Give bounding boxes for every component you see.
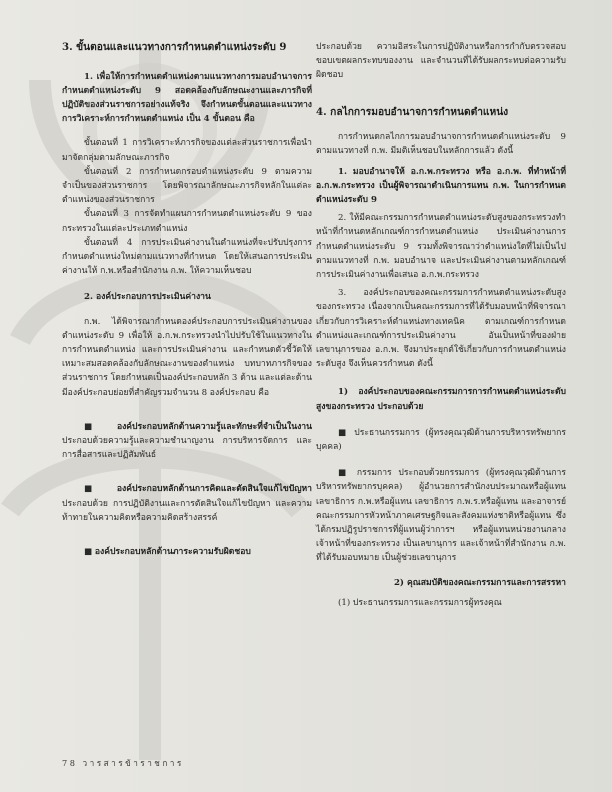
paragraph-continuation: ประกอบด้วย ความอิสระในการปฏิบัติงานหรือการกำกับตรวจสอบ ขอบเขตผลกระทบของงาน และจำนวนที่ได้รับผลกระทบต่อความรับผิดชอบ: [316, 42, 566, 81]
left-column: [62, 40, 312, 559]
sub-item-1a: [316, 426, 566, 454]
step-3: ขั้นตอนที่ 3 การจัดทำแผนการกำหนดตำแหน่งระดับ 9 ของกระทรวงในแต่ละประเภทตำแหน่ง: [62, 209, 312, 234]
sub-item-2: 2) คุณสมบัติของคณะกรรมการและการสรรหา: [393, 577, 566, 588]
step-2: ขั้นตอนที่ 2 การกำหนดกรอบตำแหน่งระดับ 9 ตามความจำเป็นของส่วนราชการ โดยพิจารณาลักษณะภารกิจหลักในแต่ละตำแหน่งของส่วนราชการ: [62, 166, 312, 206]
bullet-thinking: [62, 482, 312, 525]
square-bullet-icon: ■: [84, 484, 104, 495]
step-4: ขั้นตอนที่ 4 การประเมินค่างานในตำแหน่งที่จะปรับปรุงการกำหนดตำแหน่งใหม่ตามแนวทางที่กำหนด โดยให้เสนอการประเมินค่างานให้ ก.พ.หรือสำนักงาน ก.พ. ให้ความเห็นชอบ: [62, 237, 312, 277]
section-4-heading: 4. กลไกการมอบอำนาจการกำหนดตำแหน่ง: [316, 105, 509, 118]
sub-item-2a: (1) ประธานกรรมการและกรรมการผู้ทรงคุณ: [338, 597, 502, 608]
sub-item-1: 1) องค์ประกอบของคณะกรรมการการกำหนดตำแหน่งระดับสูงของกระทรวง ประกอบด้วย: [316, 387, 566, 412]
section-2-heading: 2. องค์ประกอบการประเมินค่างาน: [84, 292, 211, 303]
square-bullet-icon: ■: [84, 421, 104, 432]
bullet-thinking-body: ประกอบด้วย การปฏิบัติงานและการตัดสินใจแก้ไขปัญหา และความท้าทายในความคิดหรือความคิดสร้างสรรค์: [62, 498, 312, 523]
page-footer: 78 วารสารข้าราชการ: [62, 758, 184, 768]
square-bullet-icon: ■: [338, 427, 349, 438]
paragraph-steps-intro: [62, 70, 312, 127]
paragraph-evaluation: ก.พ. ได้พิจารณากำหนดองค์ประกอบการประเมินค่างานของตำแหน่งระดับ 9 เพื่อให้ อ.ก.พ.กระทรวงนำไปปรับใช้ในแนวทางในการกำหนดตำแหน่ง และการประเมินค่างาน และกำหนดตัวชี้วัดให้เหมาะสมสอดคล้องกับลักษณะงานของตำแหน่ง บทบาทภารกิจของส่วนราชการ โดยกำหนดเป็นองค์ประกอบหลัก 3 ด้าน และแต่ละด้านมีองค์ประกอบย่อยที่สำคัญรวมจำนวน 8 องค์ประกอบ คือ: [62, 316, 312, 398]
section-3-heading: 3. ขั้นตอนและแนวทางการกำหนดตำแหน่งระดับ 9: [62, 41, 287, 53]
item-2: 2. ให้มีคณะกรรมการกำหนดตำแหน่งระดับสูงของกระทรวงทำหน้าที่กำหนดหลักเกณฑ์การกำหนดตำแหน่ง ประเมินค่างานการกำหนดตำแหน่งระดับ 9 รวมทั้งพิจารณาว่าตำแหน่งใดที่ไม่เป็นไปตามแนวทางที่ ก.พ. มอบอำนาจ และประเมินค่างานตามหลักเกณฑ์การประเมินค่างานเพื่อเสนอ อ.ก.พ.กระทรวง: [316, 213, 566, 280]
square-bullet-icon: ■: [84, 546, 93, 557]
bullet-responsibility-title: องค์ประกอบหลักด้านภาระความรับผิดชอบ: [94, 546, 251, 557]
item-1: 1. มอบอำนาจให้ อ.ก.พ.กระทรวง หรือ อ.ก.พ. ที่ทำหน้าที่ อ.ก.พ.กระทรวง เป็นผู้พิจารณาดำเนินการแทน ก.พ. ในการกำหนดตำแหน่งระดับ 9: [316, 166, 566, 205]
bullet-responsibility: [62, 545, 312, 559]
sub-item-1b: [316, 466, 566, 565]
sub-item-1b-text: กรรมการ ประกอบด้วยกรรมการ (ผู้ทรงคุณวุฒิด้านการบริหารทรัพยากรบุคคล) ผู้อำนวยการสำนักงบประมาณหรือผู้แทน เลขาธิการ ก.พ.หรือผู้แทน เลขาธิการ ก.พ.ร.หรือผู้แทน และอาจารย์คณะกรรมการหัวหน้าภาคเศรษฐกิจและสังคมแห่งชาติหรือผู้แทน ซึ่งได้กรมปฏิรูปราชการที่ผู้แทนผู้ว่าการฯ หรือผู้แทนหน่วยงานกลาง เจ้าหน้าที่ของกระทรวง เป็นเลขานุการ และเจ้าหน้าที่สำนักงาน ก.พ. ที่ได้รับมอบหมาย เป็นผู้ช่วยเลขานุการ: [316, 468, 566, 564]
bullet-thinking-title: องค์ประกอบหลักด้านการคิดและตัดสินใจแก้ไขปัญหา: [116, 484, 313, 495]
bullet-knowledge-title: องค์ประกอบหลักด้านความรู้และทักษะที่จำเป็นในงาน: [116, 421, 312, 432]
bullet-knowledge-body: ประกอบด้วยความรู้และความชำนาญงาน การบริหารจัดการ และการสื่อสารและปฏิสัมพันธ์: [62, 435, 312, 461]
step-1: ขั้นตอนที่ 1 การวิเคราะห์ภารกิจของแต่ละส่วนราชการเพื่อนำมาจัดกลุ่มตามลักษณะภารกิจ: [62, 138, 312, 163]
paragraph-steps-intro-text: 1. เพื่อให้การกำหนดตำแหน่งตามแนวทางการมอบอำนาจการกำหนดตำแหน่งระดับ 9 สอดคล้องกับลักษณะงานและภารกิจที่ปฏิบัติของส่วนราชการอย่างแท้จริง จึงกำหนดขั้นตอนและแนวทางการวิเคราะห์การกำหนดตำแหน่ง เป็น 4 ขั้นตอน คือ: [62, 71, 312, 125]
bullet-knowledge: [62, 420, 312, 463]
item-3: 3. องค์ประกอบของคณะกรรมการกำหนดตำแหน่งระดับสูงของกระทรวง เนื่องจากเป็นคณะกรรมการที่ได้รับมอบหน้าที่พิจารณาเกี่ยวกับการวิเคราะห์ตำแหน่งทางเทคนิค ตามเกณฑ์การกำหนดตำแหน่งและเกณฑ์การประเมินค่างาน อันเป็นหน้าที่ของฝ่ายเลขานุการของ อ.ก.พ. จึงมาประยุกต์ใช้เกี่ยวกับการกำหนดตำแหน่งระดับสูง จึงเห็นควรกำหนด ดังนี้: [316, 288, 566, 370]
right-column: [316, 40, 566, 610]
paragraph-delegation: การกำหนดกลไกการมอบอำนาจการกำหนดตำแหน่งระดับ 9 ตามแนวทางที่ ก.พ. มีมติเห็นชอบในหลักการแล้ว ดังนี้: [316, 132, 566, 157]
square-bullet-icon: ■: [338, 468, 351, 479]
sub-item-1a-text: ประธานกรรมการ (ผู้ทรงคุณวุฒิด้านการบริหารทรัพยากรบุคคล): [316, 427, 567, 452]
